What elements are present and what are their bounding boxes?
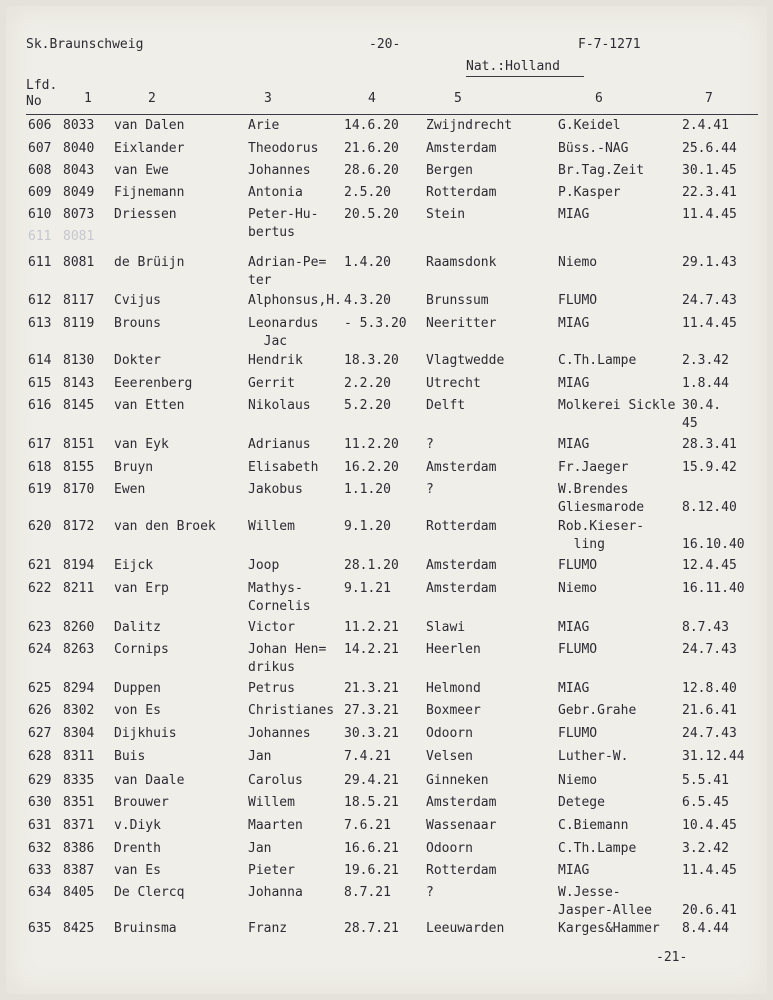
cell-employer: MIAG xyxy=(558,207,590,222)
nationality-underline xyxy=(466,76,584,77)
cell-date: 29.1.43 xyxy=(682,255,737,270)
cell-birth-place: ? xyxy=(426,482,434,497)
cell-prisoner-number: 8043 xyxy=(63,163,95,178)
cell-birth-place: Amsterdam xyxy=(426,581,497,596)
cell-birth-date: 11.2.21 xyxy=(344,620,399,635)
cell-birth-place: Leeuwarden xyxy=(426,921,505,936)
column-header-lfd: Lfd. No xyxy=(26,78,58,109)
cell-lfd-number: 622 xyxy=(28,581,52,596)
cell-employer: FLUMO xyxy=(558,558,598,573)
cell-birth-place: Amsterdam xyxy=(426,558,497,573)
cell-lfd-number: 630 xyxy=(28,795,52,810)
cell-surname: Cvijus xyxy=(114,293,161,308)
cell-first-name: Antonia xyxy=(248,185,303,200)
cell-birth-date: 4.3.20 xyxy=(344,293,391,308)
header-file-reference: F-7-1271 xyxy=(578,37,641,52)
cell-first-name: Christianes xyxy=(248,703,335,718)
cell-lfd-number: 609 xyxy=(28,185,52,200)
cell-employer: W.Jesse- Jasper-Allee xyxy=(558,885,652,918)
cell-lfd-number: 606 xyxy=(28,118,52,133)
column-header-5: 5 xyxy=(454,91,462,106)
cell-date: 12.4.45 xyxy=(682,558,737,573)
cell-employer: MIAG xyxy=(558,376,590,391)
cell-surname: Fijnemann xyxy=(114,185,185,200)
cell-surname: van den Broek xyxy=(114,519,216,534)
cell-first-name: Maarten xyxy=(248,818,303,833)
cell-prisoner-number: 8425 xyxy=(63,921,95,936)
cell-first-name: Franz xyxy=(248,921,288,936)
cell-birth-date: 20.5.20 xyxy=(344,207,399,222)
cell-lfd-number: 612 xyxy=(28,293,52,308)
cell-lfd-number: 635 xyxy=(28,921,52,936)
cell-lfd-number: 619 xyxy=(28,482,52,497)
cell-first-name: Jan xyxy=(248,749,272,764)
cell-birth-date: 5.2.20 xyxy=(344,398,391,413)
cell-employer: MIAG xyxy=(558,437,590,452)
cell-prisoner-number: 8304 xyxy=(63,726,95,741)
cell-birth-place: Wassenaar xyxy=(426,818,497,833)
cell-surname: van Dalen xyxy=(114,118,185,133)
cell-birth-date: 1.1.20 xyxy=(344,482,391,497)
cell-lfd-number: 618 xyxy=(28,460,52,475)
cell-date: 8.12.40 xyxy=(682,500,737,515)
cell-birth-place: Zwijndrecht xyxy=(426,118,513,133)
cell-birth-place: Odoorn xyxy=(426,841,473,856)
cell-prisoner-number: 8311 xyxy=(63,749,95,764)
cell-lfd-number: 633 xyxy=(28,863,52,878)
cell-surname: Cornips xyxy=(114,642,169,657)
cell-first-name: Nikolaus xyxy=(248,398,311,413)
cell-birth-date: 27.3.21 xyxy=(344,703,399,718)
cell-birth-date: 29.4.21 xyxy=(344,773,399,788)
column-header-1: 1 xyxy=(84,91,92,106)
cell-surname: Eeerenberg xyxy=(114,376,193,391)
cell-first-name: Johan Hen= drikus xyxy=(248,642,327,675)
cell-surname: v.Diyk xyxy=(114,818,161,833)
cell-date: 6.5.45 xyxy=(682,795,729,810)
cell-employer: MIAG xyxy=(558,316,590,331)
cell-date: 3.2.42 xyxy=(682,841,729,856)
cell-birth-place: Brunssum xyxy=(426,293,489,308)
header-rule xyxy=(26,114,758,115)
cell-date: 30.4. 45 xyxy=(682,398,722,431)
cell-first-name: Joop xyxy=(248,558,280,573)
cell-first-name: Carolus xyxy=(248,773,303,788)
cell-date: 8.7.43 xyxy=(682,620,729,635)
cell-birth-date: 11.2.20 xyxy=(344,437,399,452)
cell-lfd-number: 624 xyxy=(28,642,52,657)
column-header-7: 7 xyxy=(705,91,713,106)
cell-lfd-number: 608 xyxy=(28,163,52,178)
cell-date: 28.3.41 xyxy=(682,437,737,452)
cell-prisoner-number: 8263 xyxy=(63,642,95,657)
cell-date: 12.8.40 xyxy=(682,681,737,696)
column-header-6: 6 xyxy=(595,91,603,106)
cell-birth-date: 28.6.20 xyxy=(344,163,399,178)
cell-first-name: Mathys- Cornelis xyxy=(248,581,311,614)
cell-lfd-number: 621 xyxy=(28,558,52,573)
cell-prisoner-number: 8040 xyxy=(63,141,95,156)
cell-lfd-number: 616 xyxy=(28,398,52,413)
cell-employer: Karges&Hammer xyxy=(558,921,660,936)
cell-surname: Duppen xyxy=(114,681,161,696)
cell-prisoner-number: 8130 xyxy=(63,353,95,368)
cell-birth-place: Amsterdam xyxy=(426,141,497,156)
cell-date: 24.7.43 xyxy=(682,642,737,657)
cell-birth-date: 8.7.21 xyxy=(344,885,391,900)
cell-employer: MIAG xyxy=(558,620,590,635)
cell-birth-place: Boxmeer xyxy=(426,703,481,718)
cell-birth-place: Rotterdam xyxy=(426,863,497,878)
cell-lfd-number: 617 xyxy=(28,437,52,452)
cell-birth-place: Raamsdonk xyxy=(426,255,497,270)
cell-birth-place: Neeritter xyxy=(426,316,497,331)
cell-prisoner-number: 8155 xyxy=(63,460,95,475)
cell-surname: van Daale xyxy=(114,773,185,788)
cell-first-name: Leonardus Jac xyxy=(248,316,319,349)
cell-surname: Brouwer xyxy=(114,795,169,810)
cell-employer: C.Biemann xyxy=(558,818,629,833)
cell-birth-date: 21.6.20 xyxy=(344,141,399,156)
cell-birth-place: Slawi xyxy=(426,620,466,635)
cell-first-name: Pieter xyxy=(248,863,295,878)
column-header-4: 4 xyxy=(368,91,376,106)
cell-employer: Molkerei Sickle xyxy=(558,398,676,413)
cell-surname: Eijck xyxy=(114,558,154,573)
cell-lfd-number: 629 xyxy=(28,773,52,788)
cell-lfd-number: 610 xyxy=(28,207,52,222)
cell-prisoner-number: 8081 xyxy=(63,255,95,270)
header-camp: Sk.Braunschweig xyxy=(26,37,144,52)
cell-birth-place: Helmond xyxy=(426,681,481,696)
cell-date: 11.4.45 xyxy=(682,316,737,331)
cell-prisoner-number: 8172 xyxy=(63,519,95,534)
cell-prisoner-number: 8194 xyxy=(63,558,95,573)
cell-employer: FLUMO xyxy=(558,726,598,741)
cell-prisoner-number: 8143 xyxy=(63,376,95,391)
cell-surname: Buis xyxy=(114,749,146,764)
cell-prisoner-number: 8371 xyxy=(63,818,95,833)
cell-lfd-number: 628 xyxy=(28,749,52,764)
cell-date: 22.3.41 xyxy=(682,185,737,200)
cell-employer: Büss.-NAG xyxy=(558,141,629,156)
cell-birth-date: 14.2.21 xyxy=(344,642,399,657)
cell-employer: Niemo xyxy=(558,773,598,788)
cell-first-name: Willem xyxy=(248,519,295,534)
cell-first-name: Peter-Hu- bertus xyxy=(248,207,319,240)
cell-birth-place: Rotterdam xyxy=(426,185,497,200)
nationality-heading xyxy=(466,59,560,74)
cell-employer: Gebr.Grahe xyxy=(558,703,637,718)
cell-lfd-number: 607 xyxy=(28,141,52,156)
cell-birth-date: 16.6.21 xyxy=(344,841,399,856)
cell-surname: Dijkhuis xyxy=(114,726,177,741)
cell-first-name: Alphonsus,H. xyxy=(248,293,342,308)
cell-lfd-number: 627 xyxy=(28,726,52,741)
cell-lfd-number: 613 xyxy=(28,316,52,331)
nationality-text: Nat.:Holland xyxy=(466,59,560,74)
cell-employer: C.Th.Lampe xyxy=(558,353,637,368)
column-header-3: 3 xyxy=(264,91,272,106)
cell-first-name: Petrus xyxy=(248,681,295,696)
cell-prisoner-number: 8119 xyxy=(63,316,95,331)
cell-first-name: Willem xyxy=(248,795,295,810)
cell-birth-place: Heerlen xyxy=(426,642,481,657)
cell-birth-date: 30.3.21 xyxy=(344,726,399,741)
cell-prisoner-number: 8145 xyxy=(63,398,95,413)
footer-next-page: -21- xyxy=(656,950,688,965)
cell-employer: Fr.Jaeger xyxy=(558,460,629,475)
cell-birth-place: ? xyxy=(426,885,434,900)
cell-birth-place: Ginneken xyxy=(426,773,489,788)
cell-prisoner-number: 8170 xyxy=(63,482,95,497)
cell-surname: Driessen xyxy=(114,207,177,222)
cell-date: 30.1.45 xyxy=(682,163,737,178)
cell-employer: Niemo xyxy=(558,581,598,596)
cell-date: 15.9.42 xyxy=(682,460,737,475)
cell-date: 1.8.44 xyxy=(682,376,729,391)
cell-surname: De Clercq xyxy=(114,885,185,900)
cell-surname: Brouns xyxy=(114,316,161,331)
cell-employer: FLUMO xyxy=(558,293,598,308)
cell-surname: de Brüijn xyxy=(114,255,185,270)
cell-birth-place: Delft xyxy=(426,398,466,413)
cell-date: 11.4.45 xyxy=(682,863,737,878)
cell-date: 8.4.44 xyxy=(682,921,729,936)
cell-prisoner-number: 8335 xyxy=(63,773,95,788)
cell-employer: Niemo xyxy=(558,255,598,270)
cell-surname: van Es xyxy=(114,863,161,878)
cell-prisoner-number: 8302 xyxy=(63,703,95,718)
cell-surname: van Ewe xyxy=(114,163,169,178)
cell-employer: P.Kasper xyxy=(558,185,621,200)
cell-employer: Detege xyxy=(558,795,605,810)
cell-birth-date: 9.1.21 xyxy=(344,581,391,596)
cell-lfd-number: 614 xyxy=(28,353,52,368)
cell-lfd-number: 623 xyxy=(28,620,52,635)
cell-birth-place: Rotterdam xyxy=(426,519,497,534)
cell-first-name: Hendrik xyxy=(248,353,303,368)
cell-birth-date: 2.2.20 xyxy=(344,376,391,391)
cell-prisoner-number: 8211 xyxy=(63,581,95,596)
cell-surname: Dokter xyxy=(114,353,161,368)
cell-prisoner-number: 8294 xyxy=(63,681,95,696)
cell-birth-date: 18.5.21 xyxy=(344,795,399,810)
cell-lfd-number: 625 xyxy=(28,681,52,696)
cell-first-name: Victor xyxy=(248,620,295,635)
cell-birth-place: Velsen xyxy=(426,749,473,764)
cell-date: 24.7.43 xyxy=(682,293,737,308)
cell-surname: Dalitz xyxy=(114,620,161,635)
cell-birth-date: 7.4.21 xyxy=(344,749,391,764)
cell-lfd-number: 611 xyxy=(28,255,52,270)
cell-birth-date: 21.3.21 xyxy=(344,681,399,696)
cell-date: 16.10.40 xyxy=(682,537,745,552)
cell-birth-date: 16.2.20 xyxy=(344,460,399,475)
cell-prisoner-number: 8033 xyxy=(63,118,95,133)
cell-prisoner-number: 8117 xyxy=(63,293,95,308)
cell-surname: Eixlander xyxy=(114,141,185,156)
cell-employer: Luther-W. xyxy=(558,749,629,764)
cell-birth-date: 9.1.20 xyxy=(344,519,391,534)
cell-surname: van Etten xyxy=(114,398,185,413)
cell-prisoner-number: 8386 xyxy=(63,841,95,856)
cell-birth-date: 1.4.20 xyxy=(344,255,391,270)
cell-surname: Ewen xyxy=(114,482,146,497)
cell-birth-place: Vlagtwedde xyxy=(426,353,505,368)
cell-employer: Br.Tag.Zeit xyxy=(558,163,645,178)
cell-date: 2.3.42 xyxy=(682,353,729,368)
cell-birth-place: Amsterdam xyxy=(426,460,497,475)
cell-employer: C.Th.Lampe xyxy=(558,841,637,856)
cell-lfd-number: 611 xyxy=(28,229,52,244)
cell-birth-date: 7.6.21 xyxy=(344,818,391,833)
cell-date: 24.7.43 xyxy=(682,726,737,741)
cell-date: 20.6.41 xyxy=(682,903,737,918)
cell-first-name: Gerrit xyxy=(248,376,295,391)
cell-date: 11.4.45 xyxy=(682,207,737,222)
cell-first-name: Arie xyxy=(248,118,280,133)
cell-employer: W.Brendes Gliesmarode xyxy=(558,482,645,515)
cell-birth-date: 19.6.21 xyxy=(344,863,399,878)
cell-prisoner-number: 8351 xyxy=(63,795,95,810)
cell-date: 10.4.45 xyxy=(682,818,737,833)
cell-surname: van Eyk xyxy=(114,437,169,452)
cell-employer: FLUMO xyxy=(558,642,598,657)
cell-first-name: Johannes xyxy=(248,726,311,741)
cell-birth-place: Stein xyxy=(426,207,466,222)
cell-first-name: Johanna xyxy=(248,885,303,900)
cell-first-name: Johannes xyxy=(248,163,311,178)
cell-first-name: Adrianus xyxy=(248,437,311,452)
cell-prisoner-number: 8405 xyxy=(63,885,95,900)
cell-date: 16.11.40 xyxy=(682,581,745,596)
cell-employer: Rob.Kieser- ling xyxy=(558,519,645,552)
header-page-number: -20- xyxy=(369,37,401,52)
cell-employer: G.Keidel xyxy=(558,118,621,133)
cell-lfd-number: 615 xyxy=(28,376,52,391)
cell-surname: Bruinsma xyxy=(114,921,177,936)
cell-first-name: Adrian-Pe= ter xyxy=(248,255,327,288)
cell-birth-place: ? xyxy=(426,437,434,452)
cell-prisoner-number: 8151 xyxy=(63,437,95,452)
cell-birth-place: Bergen xyxy=(426,163,473,178)
cell-prisoner-number: 8081 xyxy=(63,229,95,244)
cell-surname: Drenth xyxy=(114,841,161,856)
cell-birth-date: 18.3.20 xyxy=(344,353,399,368)
cell-birth-date: 14.6.20 xyxy=(344,118,399,133)
cell-surname: Bruyn xyxy=(114,460,154,475)
cell-date: 25.6.44 xyxy=(682,141,737,156)
cell-date: 5.5.41 xyxy=(682,773,729,788)
cell-date: 21.6.41 xyxy=(682,703,737,718)
cell-lfd-number: 620 xyxy=(28,519,52,534)
cell-employer: MIAG xyxy=(558,681,590,696)
column-header-2: 2 xyxy=(148,91,156,106)
cell-prisoner-number: 8049 xyxy=(63,185,95,200)
cell-first-name: Elisabeth xyxy=(248,460,319,475)
cell-surname: van Erp xyxy=(114,581,169,596)
cell-lfd-number: 626 xyxy=(28,703,52,718)
cell-lfd-number: 634 xyxy=(28,885,52,900)
cell-surname: von Es xyxy=(114,703,161,718)
cell-birth-place: Amsterdam xyxy=(426,795,497,810)
cell-birth-place: Utrecht xyxy=(426,376,481,391)
cell-birth-date: 28.7.21 xyxy=(344,921,399,936)
cell-lfd-number: 632 xyxy=(28,841,52,856)
cell-prisoner-number: 8260 xyxy=(63,620,95,635)
cell-date: 31.12.44 xyxy=(682,749,745,764)
cell-first-name: Jakobus xyxy=(248,482,303,497)
cell-birth-date: 2.5.20 xyxy=(344,185,391,200)
cell-lfd-number: 631 xyxy=(28,818,52,833)
cell-employer: MIAG xyxy=(558,863,590,878)
cell-date: 2.4.41 xyxy=(682,118,729,133)
document-page xyxy=(6,6,767,994)
cell-birth-date: - 5.3.20 xyxy=(344,316,407,331)
cell-first-name: Theodorus xyxy=(248,141,319,156)
cell-prisoner-number: 8387 xyxy=(63,863,95,878)
cell-first-name: Jan xyxy=(248,841,272,856)
cell-birth-place: Odoorn xyxy=(426,726,473,741)
cell-prisoner-number: 8073 xyxy=(63,207,95,222)
cell-birth-date: 28.1.20 xyxy=(344,558,399,573)
